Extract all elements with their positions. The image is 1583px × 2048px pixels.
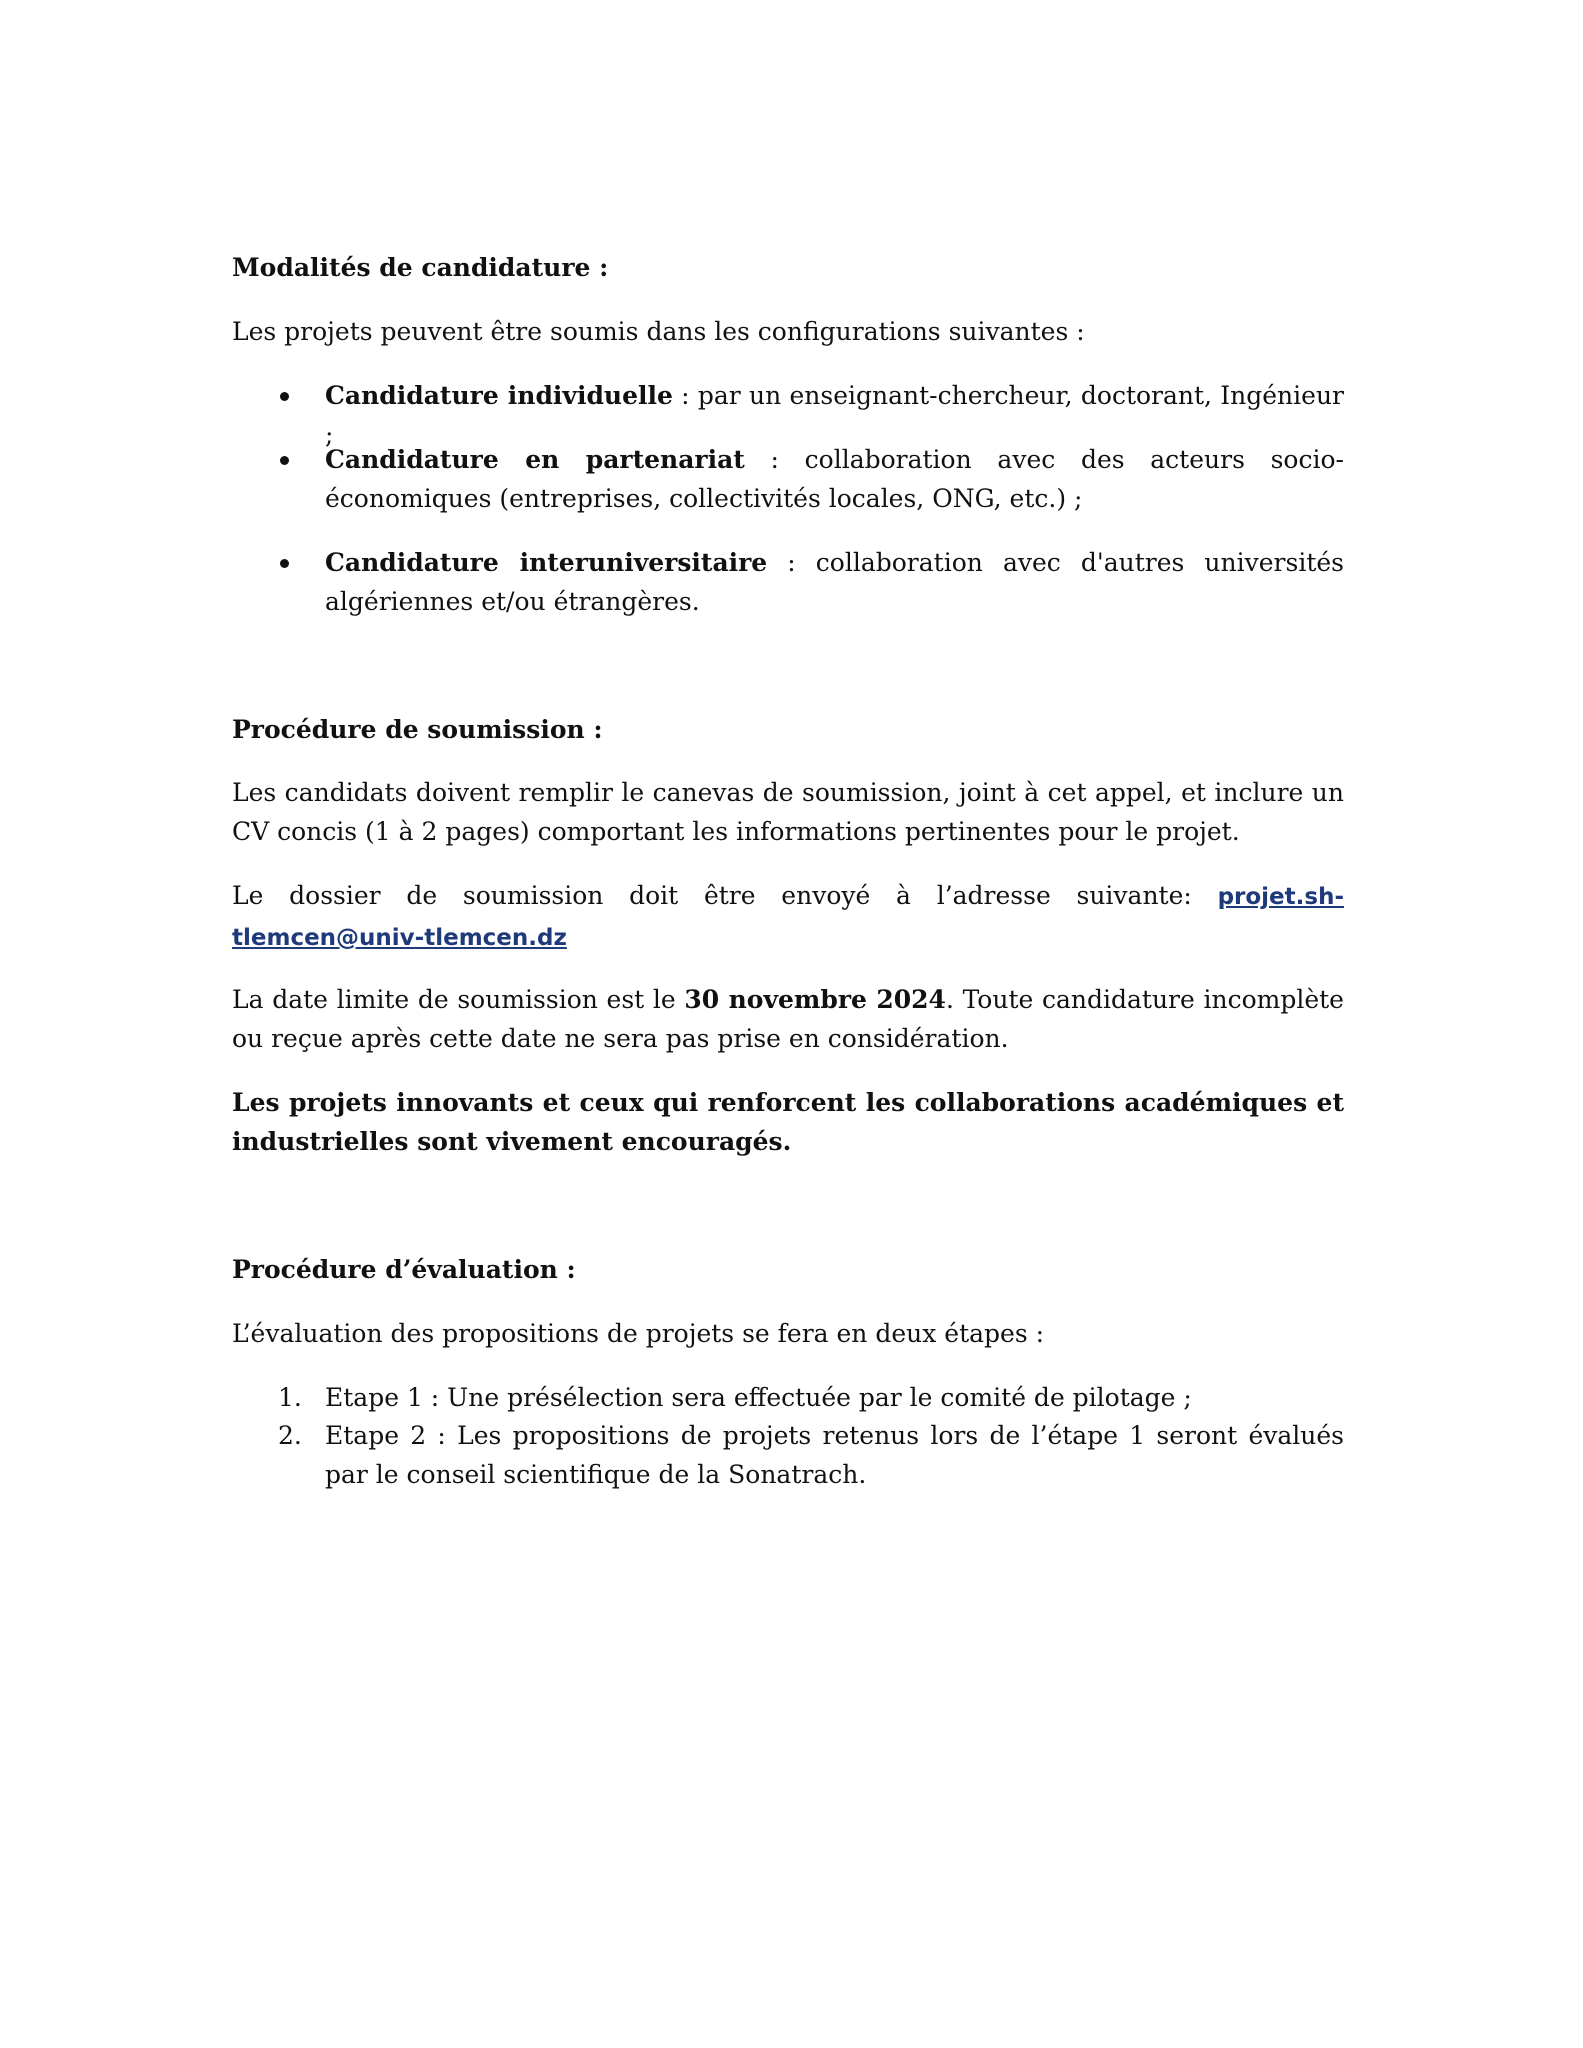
step-text: Etape 2 : Les propositions de projets retenus lors de l’étape 1 seront évalués par le conseil scientifique de la Sonatrach. — [325, 1421, 1344, 1489]
item-title: Candidature interuniversitaire — [325, 548, 768, 577]
item-text: : collaboration avec des acteurs socio-économiques (entreprises, collectivités locales, ONG, etc.) ; — [325, 445, 1344, 513]
evaluation-intro: L’évaluation des propositions de projets se fera en deux étapes : — [232, 1319, 1045, 1348]
email-prefix: Le dossier de soumission doit être envoyé à l’adresse suivante: — [232, 881, 1218, 910]
section-heading-soumission: Procédure de soumission : — [232, 715, 603, 744]
bullet-icon — [280, 456, 289, 465]
soumission-paragraph-email — [232, 876, 1344, 958]
step-text: Etape 1 : Une présélection sera effectuée par le comité de pilotage ; — [325, 1383, 1192, 1412]
step-number: 2. — [278, 1421, 302, 1450]
list-item-body — [325, 543, 1344, 621]
deadline-date: 30 novembre 2024 — [684, 985, 946, 1014]
deadline-prefix: La date limite de soumission est le — [232, 985, 685, 1014]
bullet-icon — [280, 392, 289, 401]
soumission-paragraph-deadline — [232, 980, 1344, 1058]
section-heading-evaluation: Procédure d’évaluation : — [232, 1255, 576, 1284]
item-title: Candidature individuelle — [325, 381, 673, 410]
modalites-intro: Les projets peuvent être soumis dans les configurations suivantes : — [232, 317, 1085, 346]
soumission-highlight: Les projets innovants et ceux qui renforcent les collaborations académiques et industrielles sont vivement encouragés. — [232, 1088, 1344, 1156]
item-title: Candidature en partenariat — [325, 445, 745, 474]
item-text: : collaboration avec d'autres universités algériennes et/ou étrangères. — [325, 548, 1344, 616]
section-heading-modalites: Modalités de candidature : — [232, 253, 609, 282]
deadline-suffix: . Toute candidature incomplète ou reçue après cette date ne sera pas prise en considération. — [232, 985, 1344, 1053]
soumission-paragraph-cv: Les candidats doivent remplir le canevas de soumission, joint à cet appel, et inclure un CV concis (1 à 2 pages) comportant les informations pertinentes pour le projet. — [232, 778, 1344, 846]
item-text: : par un enseignant-chercheur, doctorant, Ingénieur ; — [325, 381, 1344, 449]
email-link[interactable]: projet.sh-tlemcen@univ-tlemcen.dz — [232, 884, 1344, 951]
bullet-icon — [280, 559, 289, 568]
list-item-body — [325, 440, 1344, 518]
step-number: 1. — [278, 1383, 302, 1412]
